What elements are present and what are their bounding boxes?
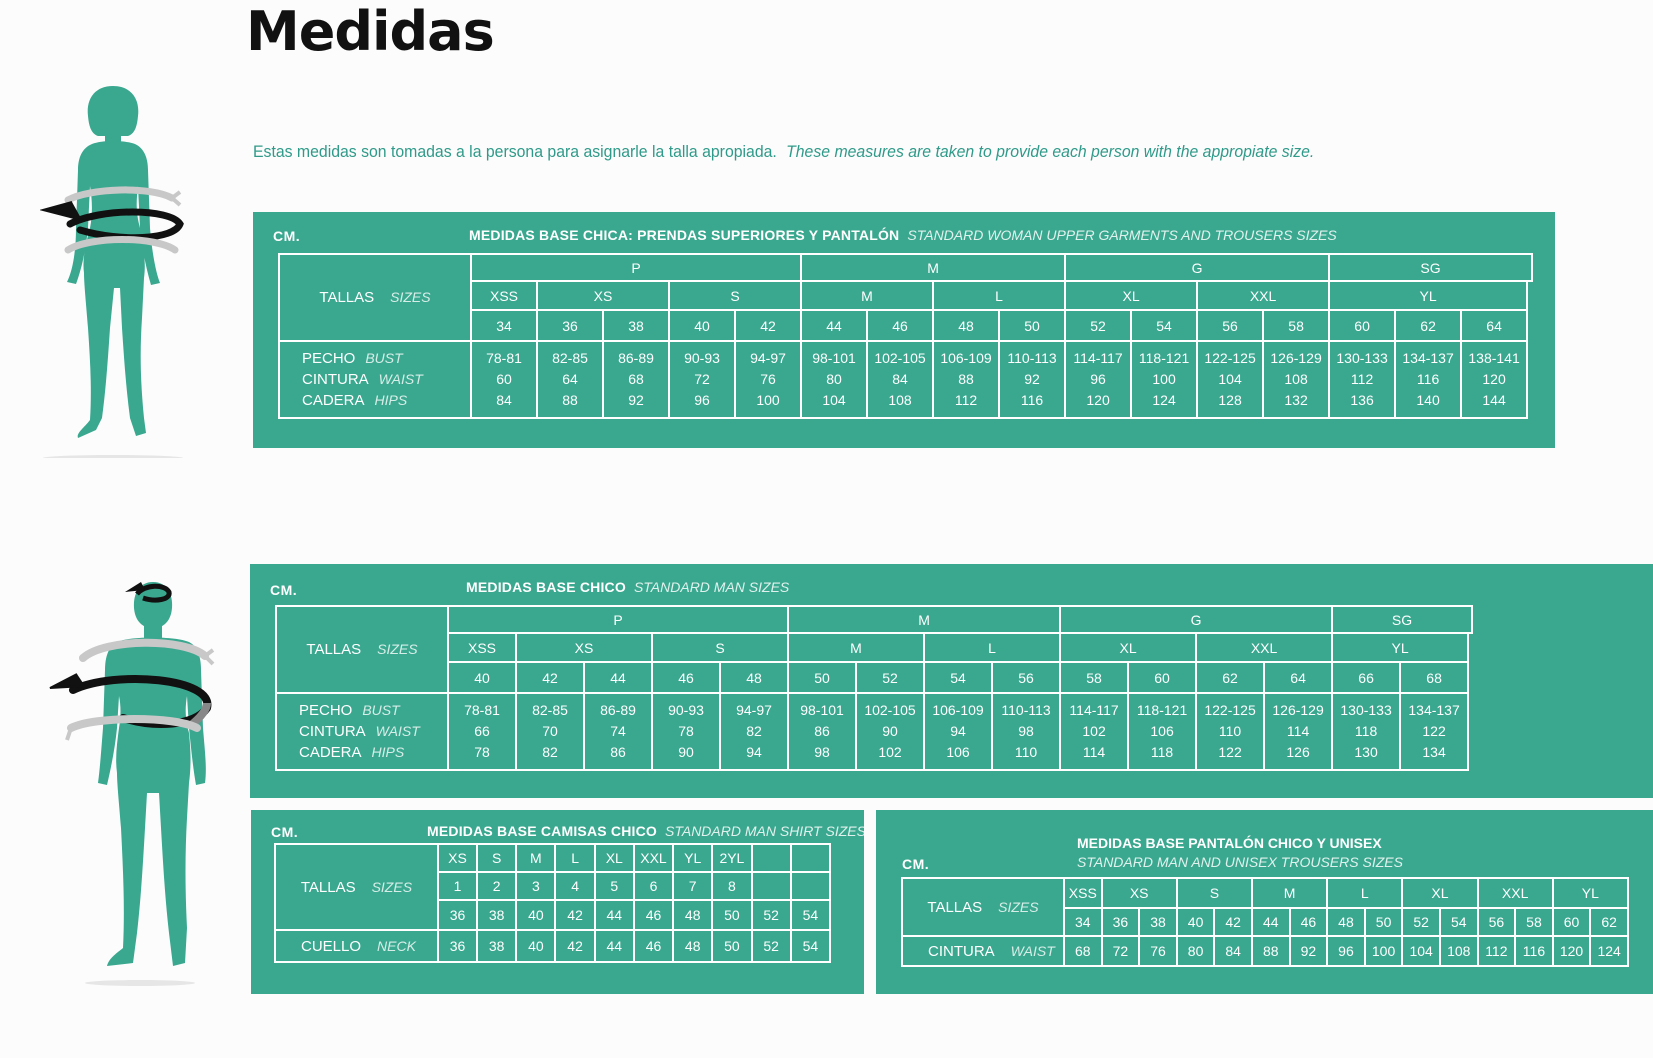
size-number: 56 <box>1197 310 1263 341</box>
shirt-size-digit: 8 <box>712 872 751 900</box>
waist-value: 106 <box>1150 723 1174 739</box>
hips-value: 82 <box>542 744 558 760</box>
waist-value: 104 <box>1402 936 1440 966</box>
measure-cell <box>992 693 1060 770</box>
size-group-sg: SG <box>1329 254 1532 281</box>
size-xss: XSS <box>448 633 516 662</box>
size-s: S <box>652 633 788 662</box>
neck-value: 36 <box>438 930 477 962</box>
size-number: 54 <box>924 662 992 693</box>
size-group-g: G <box>1065 254 1329 281</box>
shirt-size-number: 42 <box>555 900 594 930</box>
shirt-size-number: 38 <box>477 900 516 930</box>
size-number: 36 <box>537 310 603 341</box>
hips-value: 90 <box>678 744 694 760</box>
bust-value: 94-97 <box>750 350 786 366</box>
waist-value: 66 <box>474 723 490 739</box>
measure-cell <box>652 693 720 770</box>
hips-value: 92 <box>628 392 644 408</box>
man-size-table <box>275 605 1473 771</box>
shirt-size-letter: L <box>555 844 594 872</box>
size-yl: YL <box>1329 281 1527 310</box>
cm-unit-label: CM. <box>273 228 301 244</box>
size-number: 62 <box>1590 908 1628 936</box>
waist-value: 76 <box>760 371 776 387</box>
size-group-p: P <box>471 254 801 281</box>
size-xss: XSS <box>1064 878 1102 908</box>
measure-cell <box>1197 341 1263 418</box>
neck-value: 52 <box>752 930 791 962</box>
shirt-size-number: 54 <box>791 900 830 930</box>
size-number: 42 <box>516 662 584 693</box>
measure-cell <box>867 341 933 418</box>
bust-value: 130-133 <box>1336 350 1388 366</box>
bust-value: 106-109 <box>940 350 992 366</box>
shirt-size-letter: S <box>477 844 516 872</box>
bust-value: 102-105 <box>864 702 916 718</box>
hips-value: 120 <box>1086 392 1110 408</box>
bust-value: 110-113 <box>1001 702 1051 718</box>
hips-value: 124 <box>1152 392 1176 408</box>
intro-text <box>253 142 1314 162</box>
shirt-size-number: 50 <box>712 900 751 930</box>
shirt-size-letter: M <box>516 844 555 872</box>
size-number: 48 <box>720 662 788 693</box>
hips-value: 132 <box>1284 392 1308 408</box>
neck-value: 44 <box>595 930 634 962</box>
waist-value: 122 <box>1422 723 1446 739</box>
size-number: 52 <box>1065 310 1131 341</box>
hips-value: 118 <box>1150 744 1174 760</box>
measure-cell <box>1065 341 1131 418</box>
bust-value: 102-105 <box>874 350 926 366</box>
bust-value: 94-97 <box>736 702 772 718</box>
measure-cell <box>1196 693 1264 770</box>
size-number: 44 <box>584 662 652 693</box>
bust-value: 82-85 <box>552 350 588 366</box>
size-number: 68 <box>1400 662 1468 693</box>
size-number: 56 <box>992 662 1060 693</box>
bust-value: 78-81 <box>464 702 500 718</box>
cm-unit-label: CM. <box>902 856 930 872</box>
measure-cell <box>669 341 735 418</box>
shirt-size-number: 52 <box>752 900 791 930</box>
intro-english: These measures are taken to provide each person with the appropiate size. <box>786 142 1315 161</box>
hips-value: 100 <box>756 392 780 408</box>
hips-value: 104 <box>822 392 846 408</box>
hips-value: 122 <box>1218 744 1242 760</box>
bust-value: 90-93 <box>668 702 704 718</box>
shirt-size-letter: XL <box>595 844 634 872</box>
bust-value: 122-125 <box>1204 702 1256 718</box>
hips-value: 130 <box>1354 744 1378 760</box>
shirt-size-number: 46 <box>634 900 673 930</box>
waist-value: 84 <box>892 371 908 387</box>
measure-cell <box>537 341 603 418</box>
shirt-size-number: 48 <box>673 900 712 930</box>
shirt-size-digit: 3 <box>516 872 555 900</box>
waist-value: 72 <box>1102 936 1140 966</box>
waist-value: 96 <box>1327 936 1365 966</box>
waist-value: 104 <box>1218 371 1242 387</box>
size-number: 38 <box>1139 908 1177 936</box>
measure-cell <box>1461 341 1527 418</box>
measure-cell <box>720 693 788 770</box>
hips-value: 84 <box>496 392 512 408</box>
waist-value: 110 <box>1218 723 1242 739</box>
measure-cell <box>856 693 924 770</box>
measure-cell <box>1131 341 1197 418</box>
bust-value: 98-101 <box>812 350 856 366</box>
size-xs: XS <box>537 281 669 310</box>
hips-value: 106 <box>946 744 970 760</box>
measure-cell <box>1128 693 1196 770</box>
woman-size-table <box>278 253 1533 419</box>
size-yl: YL <box>1553 878 1628 908</box>
neck-value: 38 <box>477 930 516 962</box>
waist-value: 100 <box>1152 371 1176 387</box>
waist-value: 116 <box>1416 371 1440 387</box>
hips-value: 88 <box>562 392 578 408</box>
waist-value: 84 <box>1214 936 1252 966</box>
woman-figure-icon <box>40 78 200 458</box>
shirt-size-digit: 6 <box>634 872 673 900</box>
size-m: M <box>801 281 933 310</box>
measure-cell <box>1264 693 1332 770</box>
tallas-label: TALLAS SIZES <box>902 878 1064 936</box>
shirt-size-digit: 4 <box>555 872 594 900</box>
size-number: 48 <box>1327 908 1365 936</box>
measure-cell <box>1263 341 1329 418</box>
bust-value: 126-129 <box>1272 702 1324 718</box>
size-number: 40 <box>1177 908 1215 936</box>
hips-value: 110 <box>1014 744 1038 760</box>
bust-value: 106-109 <box>932 702 984 718</box>
size-xxl: XXL <box>1197 281 1329 310</box>
tallas-label: TALLAS SIZES <box>279 254 471 341</box>
waist-value: 112 <box>1478 936 1516 966</box>
bust-value: 114-117 <box>1073 350 1123 366</box>
size-yl: YL <box>1332 633 1468 662</box>
cm-unit-label: CM. <box>271 824 299 840</box>
bust-value: 86-89 <box>618 350 654 366</box>
shirt-size-digit: 5 <box>595 872 634 900</box>
waist-value: 108 <box>1440 936 1478 966</box>
hips-value: 128 <box>1218 392 1242 408</box>
waist-value: 108 <box>1284 371 1308 387</box>
shirt-size-table <box>274 843 831 963</box>
neck-value: 50 <box>712 930 751 962</box>
waist-value: 124 <box>1590 936 1628 966</box>
size-number: 52 <box>1402 908 1440 936</box>
size-xxl: XXL <box>1196 633 1332 662</box>
size-number: 46 <box>652 662 720 693</box>
size-group-sg: SG <box>1332 606 1472 633</box>
size-number: 52 <box>856 662 924 693</box>
waist-value: 118 <box>1354 723 1378 739</box>
bust-value: 86-89 <box>600 702 636 718</box>
waist-value: 88 <box>958 371 974 387</box>
bust-value: 118-121 <box>1138 350 1190 366</box>
size-number: 56 <box>1478 908 1516 936</box>
waist-value: 64 <box>562 371 578 387</box>
shirt-size-digit: 1 <box>438 872 477 900</box>
size-number: 36 <box>1102 908 1140 936</box>
measure-labels: PECHO BUST CINTURA WAIST CADERA HIPS <box>279 341 471 418</box>
bust-value: 134-137 <box>1402 350 1454 366</box>
size-xxl: XXL <box>1478 878 1553 908</box>
neck-value: 54 <box>791 930 830 962</box>
waist-value: 68 <box>1064 936 1102 966</box>
bust-value: 110-113 <box>1007 350 1057 366</box>
hips-value: 86 <box>610 744 626 760</box>
intro-spanish: Estas medidas son tomadas a la persona para asignarle la talla apropiada. <box>253 142 777 161</box>
waist-value: 74 <box>610 723 626 739</box>
hips-value: 134 <box>1422 744 1446 760</box>
bust-value: 122-125 <box>1204 350 1256 366</box>
measure-cell <box>924 693 992 770</box>
woman-sizes-panel <box>253 212 1555 448</box>
size-number: 62 <box>1395 310 1461 341</box>
size-number: 46 <box>1290 908 1328 936</box>
waist-value: 102 <box>1082 723 1106 739</box>
shirt-sizes-panel <box>251 810 864 994</box>
waist-value: 82 <box>746 723 762 739</box>
size-l: L <box>933 281 1065 310</box>
size-number: 58 <box>1060 662 1128 693</box>
tallas-label: TALLAS SIZES <box>276 606 448 693</box>
measure-cell <box>999 341 1065 418</box>
bust-value: 90-93 <box>684 350 720 366</box>
hips-value: 108 <box>888 392 912 408</box>
size-number: 58 <box>1263 310 1329 341</box>
size-number: 50 <box>999 310 1065 341</box>
size-m: M <box>788 633 924 662</box>
bust-value: 118-121 <box>1136 702 1188 718</box>
size-number: 44 <box>1252 908 1290 936</box>
size-xs: XS <box>1102 878 1177 908</box>
hips-value: 116 <box>1020 392 1044 408</box>
hips-value: 102 <box>878 744 902 760</box>
size-number: 40 <box>448 662 516 693</box>
bust-value: 138-141 <box>1468 350 1520 366</box>
size-number: 50 <box>1365 908 1403 936</box>
cintura-label: CINTURA WAIST <box>902 936 1064 966</box>
waist-value: 68 <box>628 371 644 387</box>
waist-value: 112 <box>1350 371 1374 387</box>
measure-cell <box>1400 693 1468 770</box>
shirt-size-letter: YL <box>673 844 712 872</box>
hips-value: 98 <box>814 744 830 760</box>
hips-value: 78 <box>474 744 490 760</box>
bust-value: 78-81 <box>486 350 522 366</box>
waist-value: 70 <box>542 723 558 739</box>
hips-value: 136 <box>1350 392 1374 408</box>
size-group-g: G <box>1060 606 1332 633</box>
measure-labels: PECHO BUST CINTURA WAIST CADERA HIPS <box>276 693 448 770</box>
shirt-size-letter: 2YL <box>712 844 751 872</box>
measure-cell <box>584 693 652 770</box>
waist-value: 76 <box>1139 936 1177 966</box>
size-group-m: M <box>801 254 1065 281</box>
measure-cell <box>1332 693 1400 770</box>
size-number: 60 <box>1329 310 1395 341</box>
shirt-table-title: MEDIDAS BASE CAMISAS CHICO STANDARD MAN SHIRT SIZES <box>427 823 866 839</box>
bust-value: 130-133 <box>1340 702 1392 718</box>
hips-value: 114 <box>1082 744 1106 760</box>
waist-value: 80 <box>826 371 842 387</box>
trousers-sizes-panel <box>876 810 1653 994</box>
man-figure-icon <box>45 578 225 988</box>
size-number: 38 <box>603 310 669 341</box>
measure-cell <box>1060 693 1128 770</box>
waist-value: 94 <box>950 723 966 739</box>
hips-value: 144 <box>1482 392 1506 408</box>
size-number: 64 <box>1461 310 1527 341</box>
bust-value: 98-101 <box>800 702 844 718</box>
measure-cell <box>471 341 537 418</box>
shirt-size-digit <box>752 872 791 900</box>
shirt-size-number: 44 <box>595 900 634 930</box>
measure-cell <box>603 341 669 418</box>
size-m: M <box>1252 878 1327 908</box>
bust-value: 126-129 <box>1270 350 1322 366</box>
waist-value: 90 <box>882 723 898 739</box>
size-number: 42 <box>1214 908 1252 936</box>
waist-value: 88 <box>1252 936 1290 966</box>
size-number: 58 <box>1515 908 1553 936</box>
size-number: 44 <box>801 310 867 341</box>
bust-value: 114-117 <box>1069 702 1119 718</box>
size-s: S <box>669 281 801 310</box>
shirt-size-number: 36 <box>438 900 477 930</box>
size-group-m: M <box>788 606 1060 633</box>
size-number: 40 <box>669 310 735 341</box>
waist-value: 98 <box>1018 723 1034 739</box>
cuello-label: CUELLO NECK <box>275 930 438 962</box>
woman-table-title: MEDIDAS BASE CHICA: PRENDAS SUPERIORES Y PANTALÓN STANDARD WOMAN UPPER GARMENTS AND TROUSERS SIZES <box>469 227 1337 243</box>
size-s: S <box>1177 878 1252 908</box>
hips-value: 94 <box>746 744 762 760</box>
neck-value: 42 <box>555 930 594 962</box>
measure-cell <box>933 341 999 418</box>
size-xl: XL <box>1065 281 1197 310</box>
size-number: 62 <box>1196 662 1264 693</box>
measure-cell <box>448 693 516 770</box>
shirt-size-letter: XS <box>438 844 477 872</box>
bust-value: 134-137 <box>1408 702 1460 718</box>
waist-value: 92 <box>1024 371 1040 387</box>
measure-cell <box>735 341 801 418</box>
trousers-size-table <box>901 877 1629 967</box>
size-number: 64 <box>1264 662 1332 693</box>
neck-value: 40 <box>516 930 555 962</box>
shirt-size-digit: 2 <box>477 872 516 900</box>
neck-value: 48 <box>673 930 712 962</box>
waist-value: 78 <box>678 723 694 739</box>
tallas-label: TALLAS SIZES <box>275 844 438 930</box>
waist-value: 114 <box>1286 723 1310 739</box>
shirt-size-letter <box>791 844 830 872</box>
size-number: 34 <box>471 310 537 341</box>
measure-cell <box>788 693 856 770</box>
hips-value: 96 <box>694 392 710 408</box>
hips-value: 112 <box>954 392 978 408</box>
neck-value: 46 <box>634 930 673 962</box>
shirt-size-number: 40 <box>516 900 555 930</box>
size-number: 54 <box>1440 908 1478 936</box>
size-xs: XS <box>516 633 652 662</box>
size-number: 48 <box>933 310 999 341</box>
waist-value: 60 <box>496 371 512 387</box>
size-l: L <box>1327 878 1402 908</box>
shirt-size-digit: 7 <box>673 872 712 900</box>
waist-value: 96 <box>1090 371 1106 387</box>
waist-value: 116 <box>1515 936 1553 966</box>
waist-value: 92 <box>1290 936 1328 966</box>
size-l: L <box>924 633 1060 662</box>
size-number: 46 <box>867 310 933 341</box>
page-title: Medidas <box>246 0 494 63</box>
man-sizes-panel <box>250 564 1653 798</box>
shirt-size-letter <box>752 844 791 872</box>
size-number: 66 <box>1332 662 1400 693</box>
trousers-table-title: MEDIDAS BASE PANTALÓN CHICO Y UNISEX STANDARD MAN AND UNISEX TROUSERS SIZES <box>1077 835 1403 870</box>
waist-value: 80 <box>1177 936 1215 966</box>
size-xss: XSS <box>471 281 537 310</box>
size-number: 42 <box>735 310 801 341</box>
size-number: 60 <box>1553 908 1591 936</box>
waist-value: 120 <box>1553 936 1591 966</box>
waist-value: 72 <box>694 371 710 387</box>
bust-value: 82-85 <box>532 702 568 718</box>
measure-cell <box>516 693 584 770</box>
shirt-size-digit <box>791 872 830 900</box>
size-xl: XL <box>1060 633 1196 662</box>
size-group-p: P <box>448 606 788 633</box>
measure-cell <box>801 341 867 418</box>
waist-value: 120 <box>1482 371 1506 387</box>
shirt-size-letter: XXL <box>634 844 673 872</box>
waist-value: 86 <box>814 723 830 739</box>
size-number: 50 <box>788 662 856 693</box>
hips-value: 126 <box>1286 744 1310 760</box>
size-xl: XL <box>1402 878 1477 908</box>
man-table-title: MEDIDAS BASE CHICO STANDARD MAN SIZES <box>466 579 790 595</box>
cm-unit-label: CM. <box>270 582 298 598</box>
hips-value: 140 <box>1416 392 1440 408</box>
measure-cell <box>1395 341 1461 418</box>
size-number: 54 <box>1131 310 1197 341</box>
waist-value: 100 <box>1365 936 1403 966</box>
measure-cell <box>1329 341 1395 418</box>
size-number: 60 <box>1128 662 1196 693</box>
size-number: 34 <box>1064 908 1102 936</box>
